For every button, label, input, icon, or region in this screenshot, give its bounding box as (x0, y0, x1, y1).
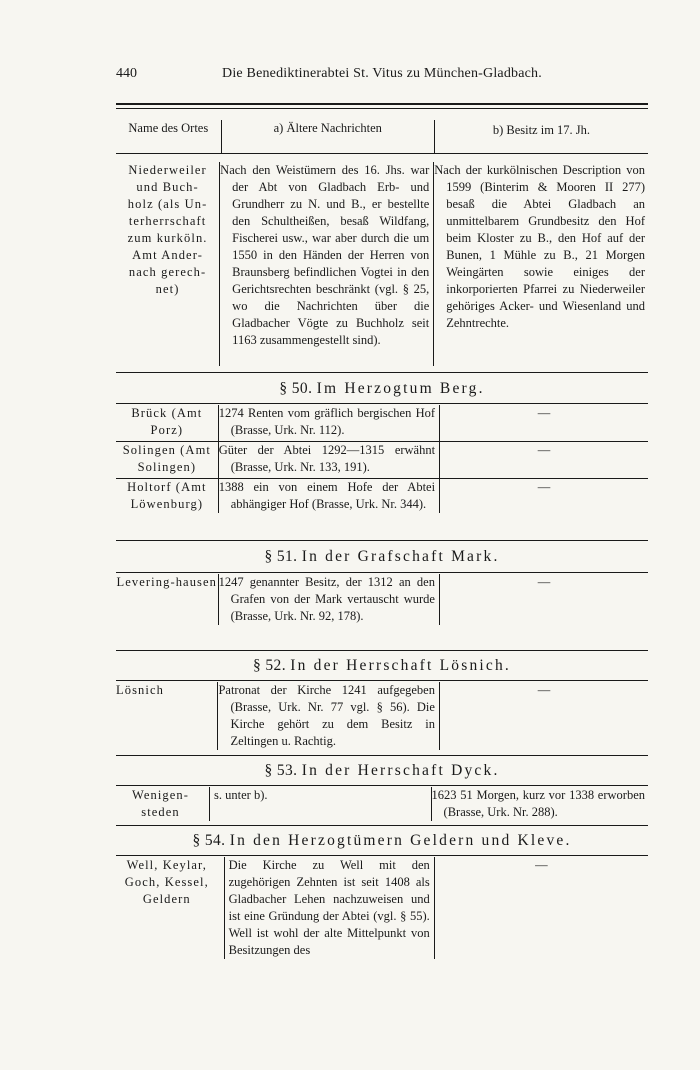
older-notes-well: Die Kirche zu Well mit den zugehörigen Zehnten ist seit 1408 als Gladbacher Lehen nachzuweisen und ist eine Gründung der Abtei (vgl. § 55). Well ist wohl der alte Mittelpunkt von Besitzungen des (224, 857, 434, 959)
place-name-solingen: Solingen (Amt Solingen) (122, 443, 211, 474)
place-name-loesnich: Lösnich (116, 683, 164, 697)
section-heading-rule (116, 403, 648, 404)
place-name-line: net) (155, 282, 180, 296)
section-title: In der Herrschaft Lösnich. (290, 657, 512, 674)
column-heading-holdings: b) Besitz im 17. Jh. (434, 120, 648, 139)
section-heading-rule (116, 572, 648, 573)
section-54-table (116, 857, 648, 959)
section-title: Im Herzogtum Berg. (316, 380, 485, 397)
section-number: § 52. (252, 657, 286, 674)
place-name-wenigensteden: Wenigen-steden (131, 788, 190, 819)
section-number: § 53. (264, 762, 298, 779)
page-number: 440 (116, 66, 137, 81)
section-heading-rule (116, 680, 648, 681)
holdings-brueck: — (440, 405, 648, 442)
top-rule-thick (116, 103, 648, 105)
place-name-line: nach gerech- (128, 265, 207, 279)
table-row-niederweiler (116, 162, 648, 366)
section-divider (116, 650, 648, 651)
holdings-leveringhausen: — (439, 574, 648, 625)
section-53-table (116, 787, 648, 821)
section-heading-54 (116, 832, 648, 850)
older-notes-holtorf: 1388 ein von einem Hofe der Abtei abhängiger Hof (Brasse, Urk. Nr. 344). (218, 479, 439, 514)
section-divider (116, 372, 648, 373)
place-name-well: Well, Keylar, Goch, Kessel, Geldern (124, 858, 209, 906)
section-heading-53 (116, 762, 648, 780)
section-52-table (116, 682, 648, 750)
place-name-line: holz (als Un- (127, 197, 208, 211)
running-title: Die Benediktinerabtei St. Vitus zu München-Gladbach. (222, 66, 542, 81)
section-title: In der Grafschaft Mark. (301, 548, 500, 565)
place-name-leveringhausen: Levering-hausen (116, 575, 218, 589)
section-divider (116, 540, 648, 541)
older-notes-solingen: Güter der Abtei 1292—1315 erwähnt (Brasse, Urk. Nr. 133, 191). (218, 442, 439, 479)
section-51-table (116, 574, 648, 625)
holdings-loesnich: — (439, 682, 648, 750)
section-50-table (116, 405, 648, 513)
column-heading-older: a) Ältere Nachrichten (221, 120, 434, 139)
top-rule-thin (116, 108, 648, 109)
place-name-brueck: Brück (Amt Porz) (131, 406, 203, 437)
place-name-line: Niederweiler (128, 163, 207, 177)
section-heading-52 (116, 657, 648, 675)
place-name-line: terherrschaft (128, 214, 207, 228)
column-header-row (116, 120, 648, 153)
place-name-line: zum kurköln. (127, 231, 208, 245)
section-divider (116, 755, 648, 756)
older-notes-wenigensteden: s. unter b). (210, 787, 431, 821)
holdings-niederweiler: Nach der kurkölnischen Description von 1599 (Binterim & Mooren II 277) besaß die Abtei Gladbach an unmittelbarem Grundbesitz den Hof beim Kloster zu B., den Hof auf der Bunen, 1 Mühle zu B., 21 Morgen Weingärten sowie einiges der inkorporierten Pfarrei zu Niederweiler gehöriges Acker- und Wiesenland und Zehntrechte. (434, 162, 648, 366)
older-notes-niederweiler: Nach den Weistümern des 16. Jhs. war der Abt von Gladbach Erb- und Grundherr zu N. und B., er bestellte den Schultheißen, besaß Wildfang, Fischerei usw., war aber durch die um 1550 in den Händen der Herren von Braunsberg befindlichen Vogtei in den Gerichtsrechten beschränkt (vgl. § 25, wo die Nachrichten über die Gladbacher Vögte zu Buchholz seit 1163 zusammengestellt sind). (220, 162, 434, 366)
older-notes-brueck: 1274 Renten vom gräflich bergischen Hof (Brasse, Urk. Nr. 112). (218, 405, 439, 442)
holdings-solingen: — (440, 442, 648, 479)
section-heading-50 (116, 380, 648, 398)
column-heading-name: Name des Ortes (128, 121, 209, 135)
section-title: In den Herzogtümern Geldern und Kleve. (229, 832, 572, 849)
place-name-line: und Buch- (136, 180, 199, 194)
section-number: § 51. (264, 548, 298, 565)
section-number: § 54. (192, 832, 226, 849)
place-name-niederweiler (116, 162, 220, 366)
section-heading-rule (116, 855, 648, 856)
holdings-holtorf: — (440, 479, 648, 514)
older-notes-loesnich: Patronat der Kirche 1241 aufgegeben (Brasse, Urk. Nr. 77 vgl. § 56). Die Kirche gehört zu dem Besitz in Zeltingen u. Rachtig. (218, 682, 440, 750)
column-heading-rule (116, 153, 648, 154)
section-heading-rule (116, 785, 648, 786)
place-name-line: Amt Ander- (132, 248, 203, 262)
holdings-wenigensteden: 1623 51 Morgen, kurz vor 1338 erworben (Brasse, Urk. Nr. 288). (431, 787, 648, 821)
section-number: § 50. (279, 380, 313, 397)
older-notes-leveringhausen: 1247 genannter Besitz, der 1312 an den Grafen von der Mark vertauscht wurde (Brasse, Urk. Nr. 92, 178). (218, 574, 439, 625)
section-divider (116, 825, 648, 826)
section-title: In der Herrschaft Dyck. (301, 762, 500, 779)
place-name-holtorf: Holtorf (Amt Löwenburg) (127, 480, 207, 511)
holdings-well: — (434, 857, 648, 959)
section-heading-51 (116, 548, 648, 566)
